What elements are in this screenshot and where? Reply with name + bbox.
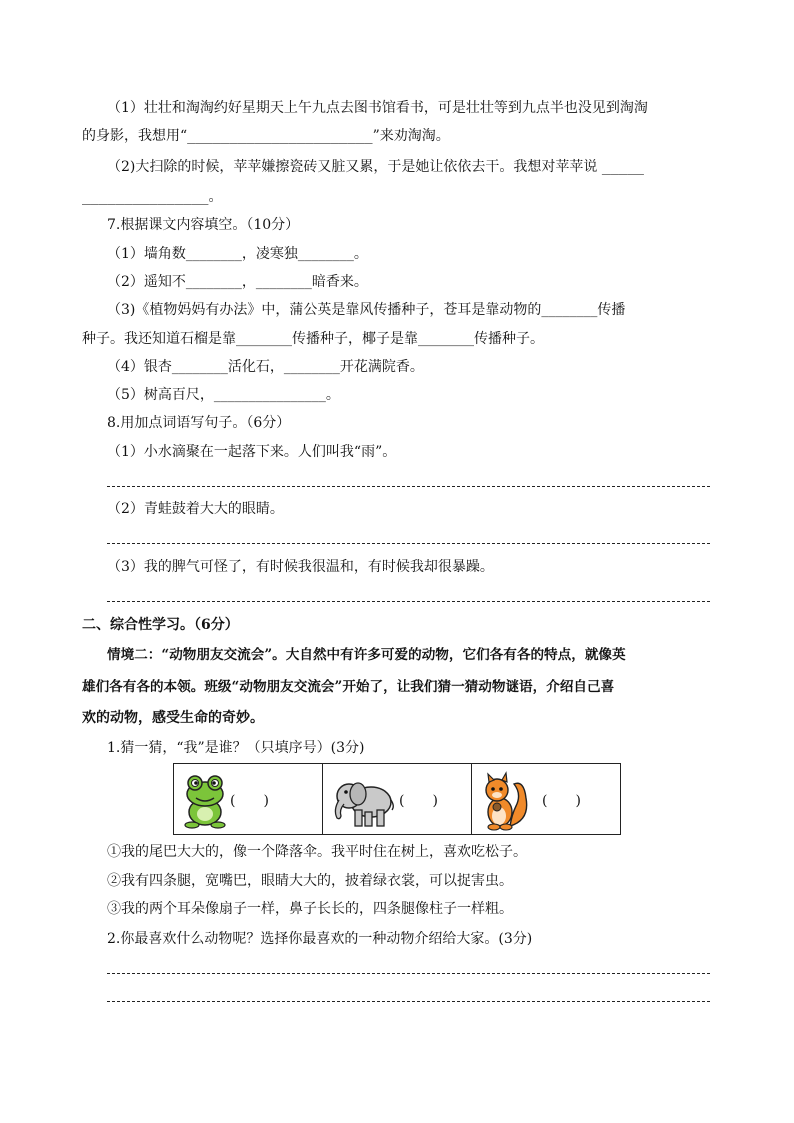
q2-answer-line2[interactable] bbox=[107, 1001, 710, 1002]
animal-guess-table bbox=[173, 763, 621, 835]
q6-item2-blank1[interactable]: _____ bbox=[601, 159, 644, 175]
q6-item1-blank[interactable]: ______________________ bbox=[187, 128, 373, 144]
section2-q1-title: 1.猜一猜，“我”是谁？（只填序号）(3分) bbox=[107, 740, 365, 756]
q6-item1-line2 bbox=[82, 126, 450, 146]
q6-item1-suffix: ”来劝淘淘。 bbox=[372, 128, 450, 144]
q7-line1[interactable]: （1）墙角数________，凌寒独________。 bbox=[107, 246, 368, 262]
section2-intro1: 情境二：“动物朋友交流会”。大自然中有许多可爱的动物，它们各有各的特点，就像英 bbox=[107, 647, 626, 663]
q7-title: 7.根据课文内容填空。（10分） bbox=[107, 217, 300, 233]
q7-line3a[interactable]: （3)《植物妈妈有办法》中，蒲公英是靠风传播种子，苍耳是靠动物的________传播 bbox=[107, 302, 626, 318]
section2-heading: 二、综合性学习。（6分） bbox=[82, 617, 239, 633]
section2-intro3: 欢的动物，感受生命的奇妙。 bbox=[82, 710, 264, 726]
animal-cell-frog bbox=[174, 764, 323, 835]
riddle-2: ②我有四条腿，宽嘴巴，眼睛大大的，披着绿衣裳，可以捉害虫。 bbox=[107, 873, 513, 889]
animal-cell-elephant bbox=[323, 764, 472, 835]
q7-line5[interactable]: （5）树高百尺，________________。 bbox=[107, 387, 340, 403]
riddle-1: ①我的尾巴大大的，像一个降落伞。我平时住在树上，喜欢吃松子。 bbox=[107, 844, 527, 860]
q6-item2-blank2[interactable]: _______________ bbox=[82, 189, 209, 205]
q6-item2-end: 。 bbox=[208, 189, 223, 205]
q6-item1-prefix: 的身影，我想用“ bbox=[82, 128, 188, 144]
q8-sentence3: （3）我的脾气可怪了，有时候我很温和，有时候我却很暴躁。 bbox=[107, 559, 494, 575]
q8-answer-line1[interactable] bbox=[107, 486, 710, 487]
frog-icon bbox=[182, 770, 228, 830]
section2-intro2: 雄们各有各的本领。班级“动物朋友交流会”开始了，让我们猜一猜动物谜语，介绍自己喜 bbox=[82, 679, 615, 695]
squirrel-answer-box[interactable]: ( ) bbox=[542, 793, 581, 809]
section2-q2-title: 2.你最喜欢什么动物呢？选择你最喜欢的一种动物介绍给大家。(3分) bbox=[107, 931, 533, 947]
q8-answer-line2[interactable] bbox=[107, 543, 710, 544]
q8-sentence1: （1）小水滴聚在一起落下来。人们叫我“雨”。 bbox=[107, 444, 397, 460]
q6-item2-line2 bbox=[82, 187, 222, 207]
elephant-icon bbox=[331, 770, 397, 832]
q2-answer-line1[interactable] bbox=[107, 973, 710, 974]
animal-cell-squirrel bbox=[472, 764, 621, 835]
elephant-answer-box[interactable]: ( ) bbox=[399, 793, 438, 809]
q7-line2[interactable]: （2）遥知不________，________暗香来。 bbox=[107, 274, 368, 290]
frog-answer-box[interactable]: ( ) bbox=[230, 793, 269, 809]
q7-line4[interactable]: （4）银杏________活化石，________开花满院香。 bbox=[107, 359, 424, 375]
q8-answer-line3[interactable] bbox=[107, 601, 710, 602]
q6-item2-line1 bbox=[107, 157, 644, 177]
q6-item2-text: （2)大扫除的时候，苹苹嫌擦瓷砖又脏又累，于是她让依依去干。我想对苹苹说 bbox=[107, 159, 598, 175]
q8-title: 8.用加点词语写句子。（6分） bbox=[107, 415, 291, 431]
q8-sentence2: （2）青蛙鼓着大大的眼睛。 bbox=[107, 501, 284, 517]
q7-line3b[interactable]: 种子。我还知道石榴是靠________传播种子，椰子是靠________传播种子。 bbox=[82, 331, 544, 347]
riddle-3: ③我的两个耳朵像扇子一样，鼻子长长的，四条腿像柱子一样粗。 bbox=[107, 901, 513, 917]
squirrel-icon bbox=[480, 770, 530, 832]
q6-item1-line1: （1）壮壮和淘淘约好星期天上午九点去图书馆看书，可是壮壮等到九点半也没见到淘淘 bbox=[107, 100, 648, 116]
